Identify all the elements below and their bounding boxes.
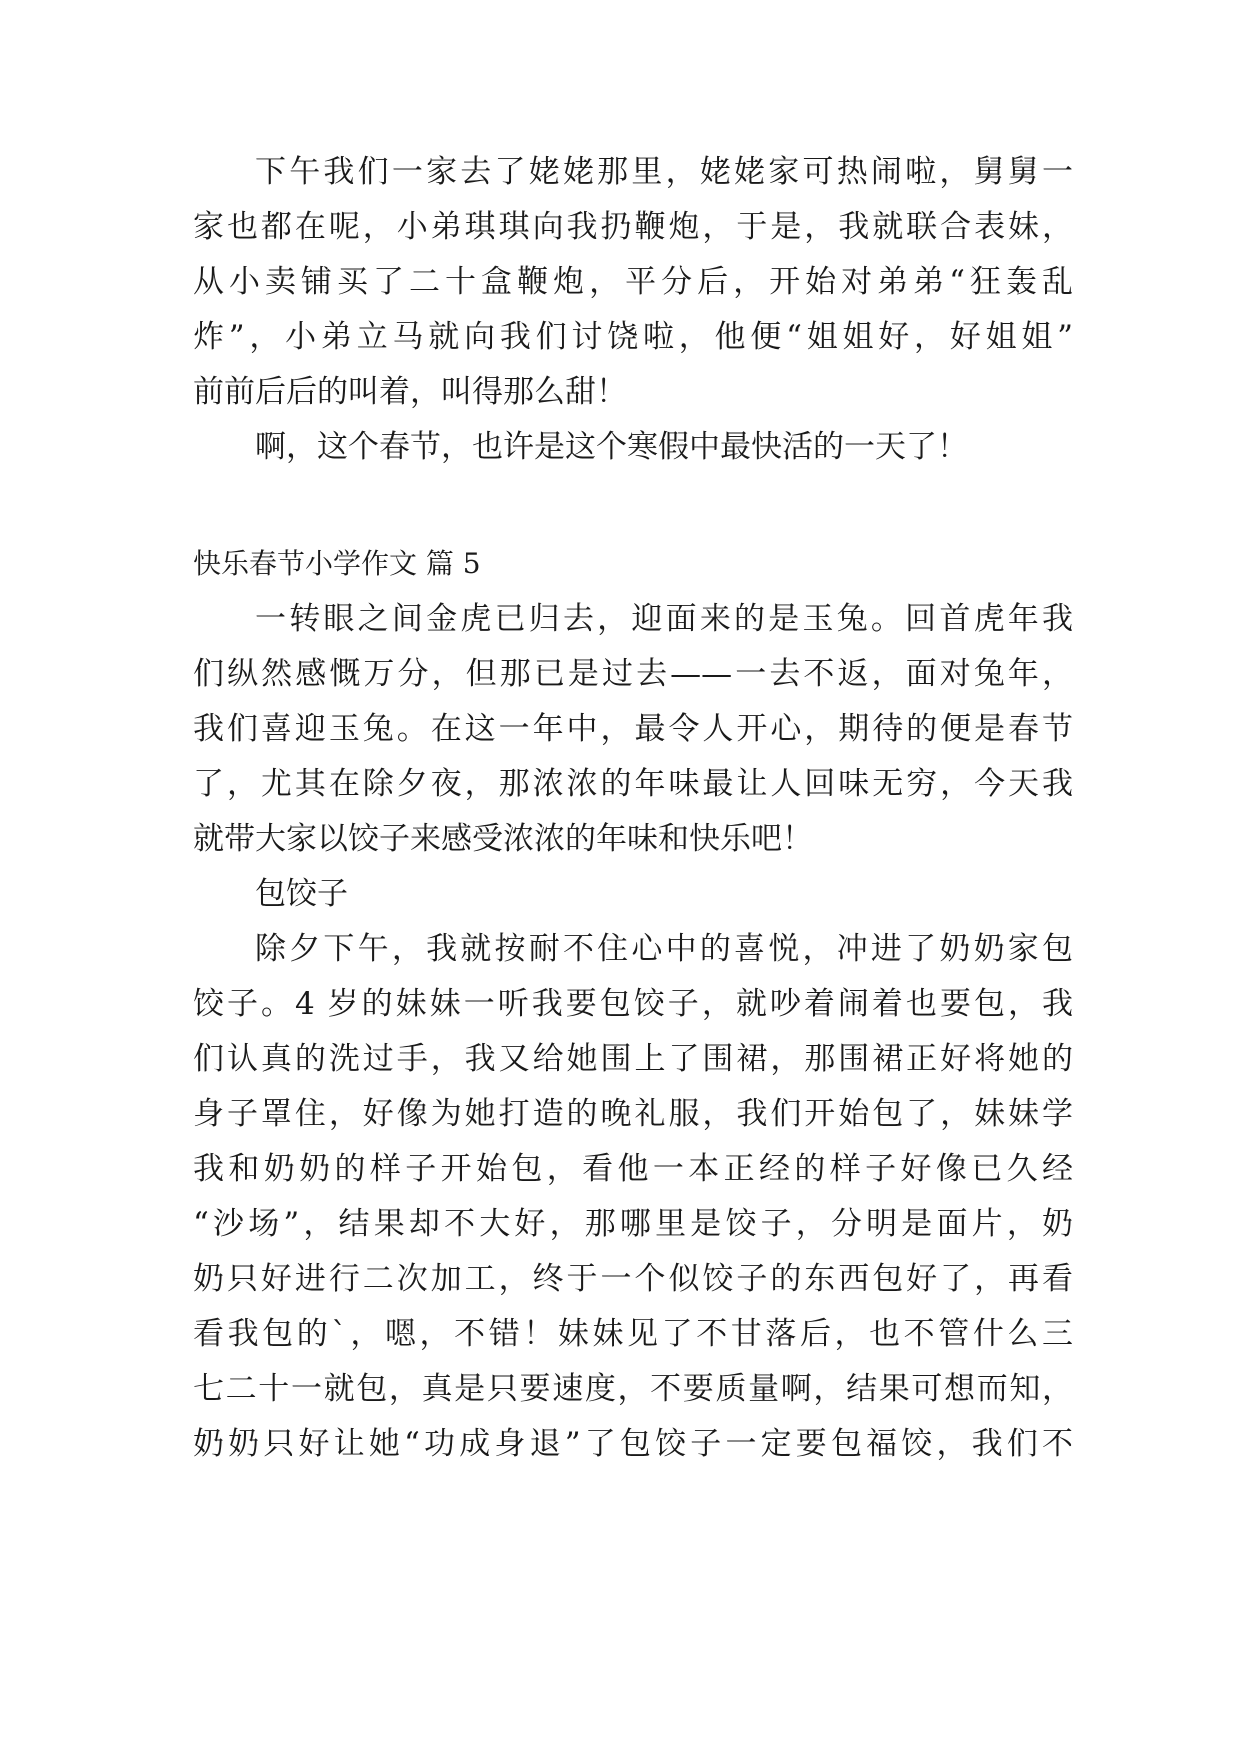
paragraph-line: 饺子。4 岁的妹妹一听我要包饺子，就吵着闹着也要包，我 [193,986,1073,1022]
paragraph-line: 前前后后的叫着，叫得那么甜！ [193,374,627,410]
paragraph-line: 家也都在呢，小弟琪琪向我扔鞭炮，于是，我就联合表妹， [193,209,1073,245]
paragraph-line: 从小卖铺买了二十盒鞭炮，平分后，开始对弟弟“狂轰乱 [193,264,1073,300]
paragraph-line: 身子罩住，好像为她打造的晚礼服，我们开始包了，妹妹学 [193,1096,1073,1132]
paragraph-line: 啊，这个春节，也许是这个寒假中最快活的一天了！ [255,429,968,465]
section-heading: 快乐春节小学作文 篇 5 [193,547,481,580]
paragraph-line: 我们喜迎玉兔。在这一年中，最令人开心，期待的便是春节 [193,711,1073,747]
paragraph-line: 看我包的`，嗯，不错！妹妹见了不甘落后，也不管什么三 [193,1316,1073,1352]
paragraph-line: 们纵然感慨万分，但那已是过去——一去不返，面对兔年， [193,656,1073,692]
paragraph-line: 除夕下午，我就按耐不住心中的喜悦，冲进了奶奶家包 [255,931,1073,967]
paragraph-line: 炸”，小弟立马就向我们讨饶啦，他便“姐姐好，好姐姐” [193,319,1073,355]
paragraph-line: 一转眼之间金虎已归去，迎面来的是玉兔。回首虎年我 [255,601,1073,637]
paragraph-line: 了，尤其在除夕夜，那浓浓的年味最让人回味无穷，今天我 [193,766,1073,802]
paragraph-line: 我和奶奶的样子开始包，看他一本正经的样子好像已久经 [193,1151,1073,1187]
paragraph-line: 下午我们一家去了姥姥那里，姥姥家可热闹啦，舅舅一 [255,154,1073,190]
paragraph-line: 们认真的洗过手，我又给她围上了围裙，那围裙正好将她的 [193,1041,1073,1077]
paragraph-line: “沙场”，结果却不大好，那哪里是饺子，分明是面片，奶 [193,1206,1073,1242]
subheading: 包饺子 [255,876,348,912]
paragraph-line: 就带大家以饺子来感受浓浓的年味和快乐吧！ [193,821,813,857]
paragraph-line: 七二十一就包，真是只要速度，不要质量啊，结果可想而知， [193,1371,1073,1407]
paragraph-line: 奶奶只好让她“功成身退”了包饺子一定要包福饺，我们不 [193,1426,1073,1462]
paragraph-line: 奶只好进行二次加工，终于一个似饺子的东西包好了，再看 [193,1261,1073,1297]
